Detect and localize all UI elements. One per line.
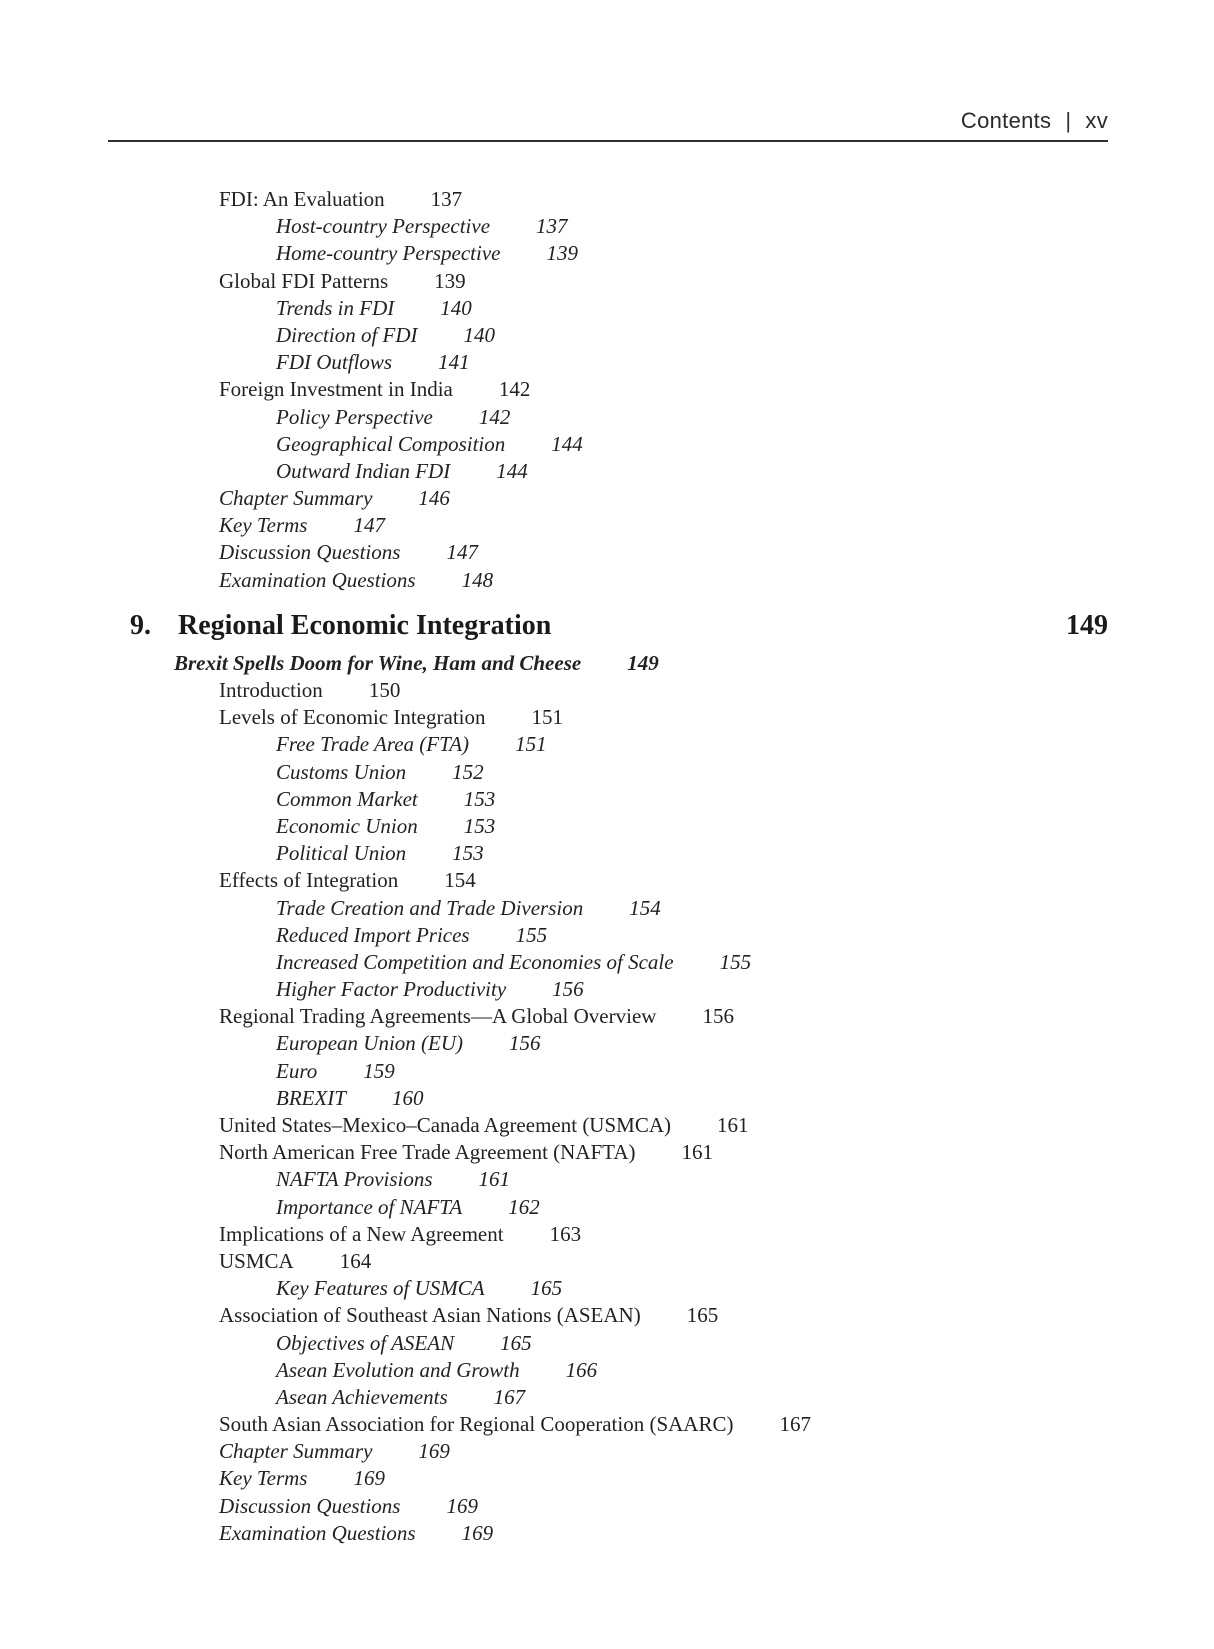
toc-entry-page: 167 xyxy=(493,1384,526,1409)
toc-entry-title: Economic Union xyxy=(276,813,418,838)
toc-entry xyxy=(0,1221,1214,1248)
toc-entry xyxy=(0,376,1214,403)
toc-entry-page: 165 xyxy=(500,1330,532,1355)
toc-subentry xyxy=(0,1058,1214,1085)
toc-entry-page: 140 xyxy=(440,295,472,320)
toc-entry xyxy=(0,1465,1214,1492)
toc-entry xyxy=(0,186,1214,213)
toc-entry xyxy=(0,485,1214,512)
toc-entry-page: 140 xyxy=(463,322,496,347)
toc-subentry xyxy=(0,813,1214,840)
toc-entry xyxy=(0,1302,1214,1329)
toc-entry-page: 162 xyxy=(508,1194,540,1219)
toc-entry-title: Increased Competition and Economies of Scale xyxy=(276,949,674,974)
toc-entry xyxy=(0,1112,1214,1139)
toc-subentry xyxy=(0,322,1214,349)
toc-subentry xyxy=(0,1166,1214,1193)
toc-entry-title: Key Features of USMCA xyxy=(276,1276,485,1301)
toc-entry xyxy=(0,1438,1214,1465)
page-number: xv xyxy=(1085,108,1108,133)
toc-subentry xyxy=(0,349,1214,376)
toc-entry-page: 156 xyxy=(552,977,584,1002)
toc-section-chapter-9 xyxy=(0,650,1214,1547)
toc-entry xyxy=(0,867,1214,894)
toc-entry-page: 160 xyxy=(391,1085,424,1110)
toc-entry-title: Regional Trading Agreements—A Global Overview xyxy=(219,1004,657,1029)
toc-entry-title: Asean Evolution and Growth xyxy=(276,1357,520,1382)
toc-entry-page: 153 xyxy=(452,841,484,866)
toc-entry-title: South Asian Association for Regional Cooperation (SAARC) xyxy=(219,1412,734,1437)
toc-entry xyxy=(0,539,1214,566)
toc-entry-page: 164 xyxy=(339,1248,372,1273)
toc-subentry xyxy=(0,759,1214,786)
toc-entry-page: 161 xyxy=(681,1140,713,1165)
toc-entry-page: 147 xyxy=(446,540,478,565)
toc-entry-page: 144 xyxy=(496,458,528,483)
toc-entry-page: 169 xyxy=(461,1520,494,1545)
toc-entry-title: Examination Questions xyxy=(219,1520,416,1545)
toc-entry xyxy=(0,567,1214,594)
toc-entry xyxy=(0,1003,1214,1030)
toc-entry-page: 154 xyxy=(629,895,661,920)
toc-entry-page: 161 xyxy=(478,1167,511,1192)
toc-entry-title: Discussion Questions xyxy=(219,540,401,565)
toc-entry xyxy=(0,704,1214,731)
toc-entry xyxy=(0,677,1214,704)
toc-entry-page: 153 xyxy=(463,813,496,838)
toc-subentry xyxy=(0,1384,1214,1411)
toc-entry-title: Home-country Perspective xyxy=(276,241,501,266)
toc-entry-title: Geographical Composition xyxy=(276,431,506,456)
toc-entry xyxy=(0,512,1214,539)
toc-entry-title: Customs Union xyxy=(276,759,407,784)
toc-entry-title: Outward Indian FDI xyxy=(276,458,451,483)
toc-entry-page: 152 xyxy=(452,759,484,784)
toc-entry-title: Implications of a New Agreement xyxy=(219,1221,504,1246)
toc-entry-page: 169 xyxy=(353,1466,385,1491)
toc-entry-title: European Union (EU) xyxy=(276,1031,464,1056)
toc-subentry xyxy=(0,295,1214,322)
toc-entry-title: USMCA xyxy=(219,1248,294,1273)
toc-subentry xyxy=(0,458,1214,485)
toc-entry-page: 166 xyxy=(565,1357,598,1382)
chapter-number: 9. xyxy=(130,609,151,641)
toc-entry-page: 142 xyxy=(498,377,531,402)
toc-entry-title: Host-country Perspective xyxy=(276,214,491,239)
chapter-page-number: 149 xyxy=(1066,609,1108,641)
toc-entry-page: 147 xyxy=(353,513,385,538)
toc-entry-page: 153 xyxy=(463,786,496,811)
toc-entry-title: Examination Questions xyxy=(219,567,416,592)
toc-case-entry xyxy=(0,650,1214,677)
toc-section-previous-chapter xyxy=(0,186,1214,594)
toc-entry-title: Introduction xyxy=(219,678,323,702)
toc-entry-title: NAFTA Provisions xyxy=(276,1167,433,1192)
toc-entry-title: Trends in FDI xyxy=(276,295,395,320)
toc-entry xyxy=(0,1493,1214,1520)
toc-subentry xyxy=(0,1330,1214,1357)
toc-entry-title: Discussion Questions xyxy=(219,1493,401,1518)
toc-entry-page: 137 xyxy=(430,187,463,211)
toc-entry-title: FDI: An Evaluation xyxy=(219,187,385,211)
toc-entry-title: Common Market xyxy=(276,786,418,811)
toc-entry-title: Policy Perspective xyxy=(276,404,433,429)
toc-entry-page: 163 xyxy=(549,1221,582,1246)
toc-entry-title: FDI Outflows xyxy=(276,350,393,375)
toc-entry-title: Brexit Spells Doom for Wine, Ham and Cheese xyxy=(174,650,582,675)
toc-entry-page: 149 xyxy=(627,650,659,675)
toc-entry-page: 169 xyxy=(418,1439,450,1464)
toc-entry-title: Trade Creation and Trade Diversion xyxy=(276,895,584,920)
toc-entry-page: 155 xyxy=(719,949,752,974)
toc-entry xyxy=(0,268,1214,295)
toc-entry-page: 150 xyxy=(368,678,401,702)
toc-entry-title: Direction of FDI xyxy=(276,322,418,347)
toc-entry-page: 139 xyxy=(546,241,578,266)
toc-subentry xyxy=(0,404,1214,431)
toc-entry-page: 146 xyxy=(418,486,450,511)
toc-entry-page: 167 xyxy=(779,1412,811,1437)
toc-entry xyxy=(0,1139,1214,1166)
toc-entry-page: 165 xyxy=(686,1303,719,1328)
toc-entry xyxy=(0,1520,1214,1547)
toc-entry-title: BREXIT xyxy=(276,1085,346,1110)
toc-entry-page: 154 xyxy=(444,868,476,893)
toc-entry xyxy=(0,1411,1214,1438)
toc-entry-title: Chapter Summary xyxy=(219,486,373,511)
toc-entry-title: United States–Mexico–Canada Agreement (USMCA) xyxy=(219,1113,671,1137)
toc-entry-page: 169 xyxy=(446,1493,478,1518)
header-rule xyxy=(108,140,1108,142)
toc-subentry xyxy=(0,431,1214,458)
running-head-separator: | xyxy=(1065,108,1072,133)
toc-entry-page: 151 xyxy=(531,705,563,730)
toc-entry-title: Foreign Investment in India xyxy=(219,377,453,402)
toc-subentry xyxy=(0,786,1214,813)
toc-entry-title: Chapter Summary xyxy=(219,1439,373,1464)
toc-entry-page: 142 xyxy=(478,404,511,429)
toc-entry-page: 139 xyxy=(434,268,466,293)
toc-subentry xyxy=(0,1085,1214,1112)
toc-entry-title: Key Terms xyxy=(219,513,308,538)
toc-subentry xyxy=(0,840,1214,867)
toc-entry-title: Key Terms xyxy=(219,1466,308,1491)
toc-subentry xyxy=(0,240,1214,267)
toc-entry-title: Euro xyxy=(276,1058,318,1083)
toc-entry-title: Objectives of ASEAN xyxy=(276,1330,455,1355)
toc-entry-title: Asean Achievements xyxy=(276,1384,448,1409)
toc-subentry xyxy=(0,1275,1214,1302)
toc-entry-page: 151 xyxy=(515,732,547,757)
toc-entry-page: 159 xyxy=(363,1058,395,1083)
toc-entry-page: 156 xyxy=(509,1031,541,1056)
toc-entry-title: Free Trade Area (FTA) xyxy=(276,732,470,757)
toc-entry-title: Political Union xyxy=(276,841,407,866)
toc-subentry xyxy=(0,949,1214,976)
toc-subentry xyxy=(0,976,1214,1003)
running-head-section: Contents xyxy=(960,108,1052,133)
toc-entry-page: 148 xyxy=(461,567,494,592)
toc-entry xyxy=(0,1248,1214,1275)
toc-entry-title: Global FDI Patterns xyxy=(219,268,389,293)
toc-subentry xyxy=(0,1194,1214,1221)
chapter-title: Regional Economic Integration xyxy=(178,609,552,641)
running-head xyxy=(961,108,1108,134)
toc-subentry xyxy=(0,1357,1214,1384)
toc-subentry xyxy=(0,213,1214,240)
toc-entry-page: 165 xyxy=(530,1276,563,1301)
toc-entry-title: North American Free Trade Agreement (NAFTA) xyxy=(219,1140,636,1165)
toc-subentry xyxy=(0,922,1214,949)
toc-entry-page: 156 xyxy=(702,1004,734,1029)
toc-entry-page: 161 xyxy=(717,1113,749,1137)
toc-entry-title: Reduced Import Prices xyxy=(276,922,470,947)
table-of-contents xyxy=(0,186,1214,1547)
toc-entry-title: Association of Southeast Asian Nations (ASEAN) xyxy=(219,1303,641,1328)
toc-entry-title: Higher Factor Productivity xyxy=(276,977,507,1002)
toc-subentry xyxy=(0,895,1214,922)
toc-entry-title: Levels of Economic Integration xyxy=(219,705,486,730)
toc-entry-page: 144 xyxy=(551,431,583,456)
chapter-heading xyxy=(0,604,1214,648)
toc-entry-title: Importance of NAFTA xyxy=(276,1194,463,1219)
toc-entry-page: 155 xyxy=(515,922,548,947)
toc-entry-title: Effects of Integration xyxy=(219,868,399,893)
toc-entry-page: 137 xyxy=(536,214,568,239)
toc-subentry xyxy=(0,731,1214,758)
toc-subentry xyxy=(0,1030,1214,1057)
toc-entry-page: 141 xyxy=(438,350,470,375)
